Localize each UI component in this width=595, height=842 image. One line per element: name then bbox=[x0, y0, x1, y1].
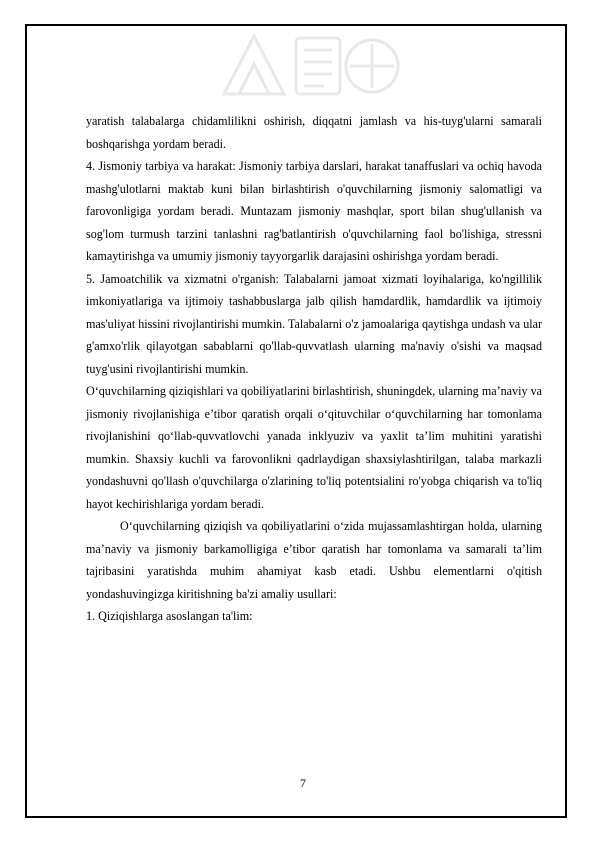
paragraph-3: 5. Jamoatchilik va xizmatni o'rganish: Talabalarni jamoat xizmati loyihalariga, ko'ngillilik imkoniyatlariga va ijtimoiy tashabbuslarga jalb qilish hamdardlik, hamdardlik va ijtimoiy mas'uliyat hissini rivojlantirishi mumkin. Talabalarni o'z jamoalariga qaytishga undash va ular g'amxo'rlik qilayotgan sabablarni qo'llab-quvvatlash ularning ma'naviy o'sishi va maqsad tuyg'usini rivojlantirishi mumkin. bbox=[86, 271, 542, 376]
paragraph-1: yaratish talabalarga chidamlilikni oshirish, diqqatni jamlash va his-tuyg'ularni samarali boshqarishga yordam beradi. bbox=[86, 114, 542, 151]
paragraph-4: O‘quvchilarning qiziqishlari va qobiliyatlarini birlashtirish, shuningdek, ularning ma’naviy va jismoniy rivojlanishiga e’tibor qaratish orqali o‘qituvchilar o‘quvchilarning har tomonlama rivojlanishini qo‘llab-quvvatlovchi yanada inklyuziv va yaxlit ta’lim muhitini yaratishi mumkin. Shaxsiy kuchli va farovonlikni qadrlaydigan shaxsiylashtirilgan, talaba markazli yondashuvni qo'llash o'quvchilarga o'zlarining to'liq potentsialini ro'yobga chiqarish va to'liq hayot kechirishlariga yordam beradi. bbox=[86, 384, 542, 511]
page-number: 7 bbox=[300, 776, 306, 790]
watermark-emblem-icon bbox=[214, 24, 408, 106]
paragraph-2: 4. Jismoniy tarbiya va harakat: Jismoniy tarbiya darslari, harakat tanaffuslari va ochiq havoda mashg'ulotlarni maktab kuni bilan birlashtirish o'quvchilarning jismoniy salomatligi va farovonligiga yordam beradi. Muntazam jismoniy mashqlar, sport bilan shug'ullanish va sog'lom turmush tarzini tanlashni rag'batlantirish o'quvchilarning faol bo'lishiga, stressni kamaytirishga va umumiy jismoniy tayyorgarlik darajasini oshirishga yordam beradi. bbox=[86, 159, 542, 263]
document-body bbox=[86, 110, 542, 628]
paragraph-6: 1. Qiziqishlarga asoslangan ta'lim: bbox=[86, 609, 253, 623]
paragraph-5: O‘quvchilarning qiziqish va qobiliyatlarini o‘zida mujassamlashtirgan holda, ularning ma’naviy va jismoniy barkamolligiga e’tibor qaratish har tomonlama va samarali ta’lim tajribasini yaratishda muhim ahamiyat kasb etadi. Ushbu elementlarni o'qitish yondashuvingizga kiritishning ba'zi amaliy usullari: bbox=[86, 519, 542, 601]
